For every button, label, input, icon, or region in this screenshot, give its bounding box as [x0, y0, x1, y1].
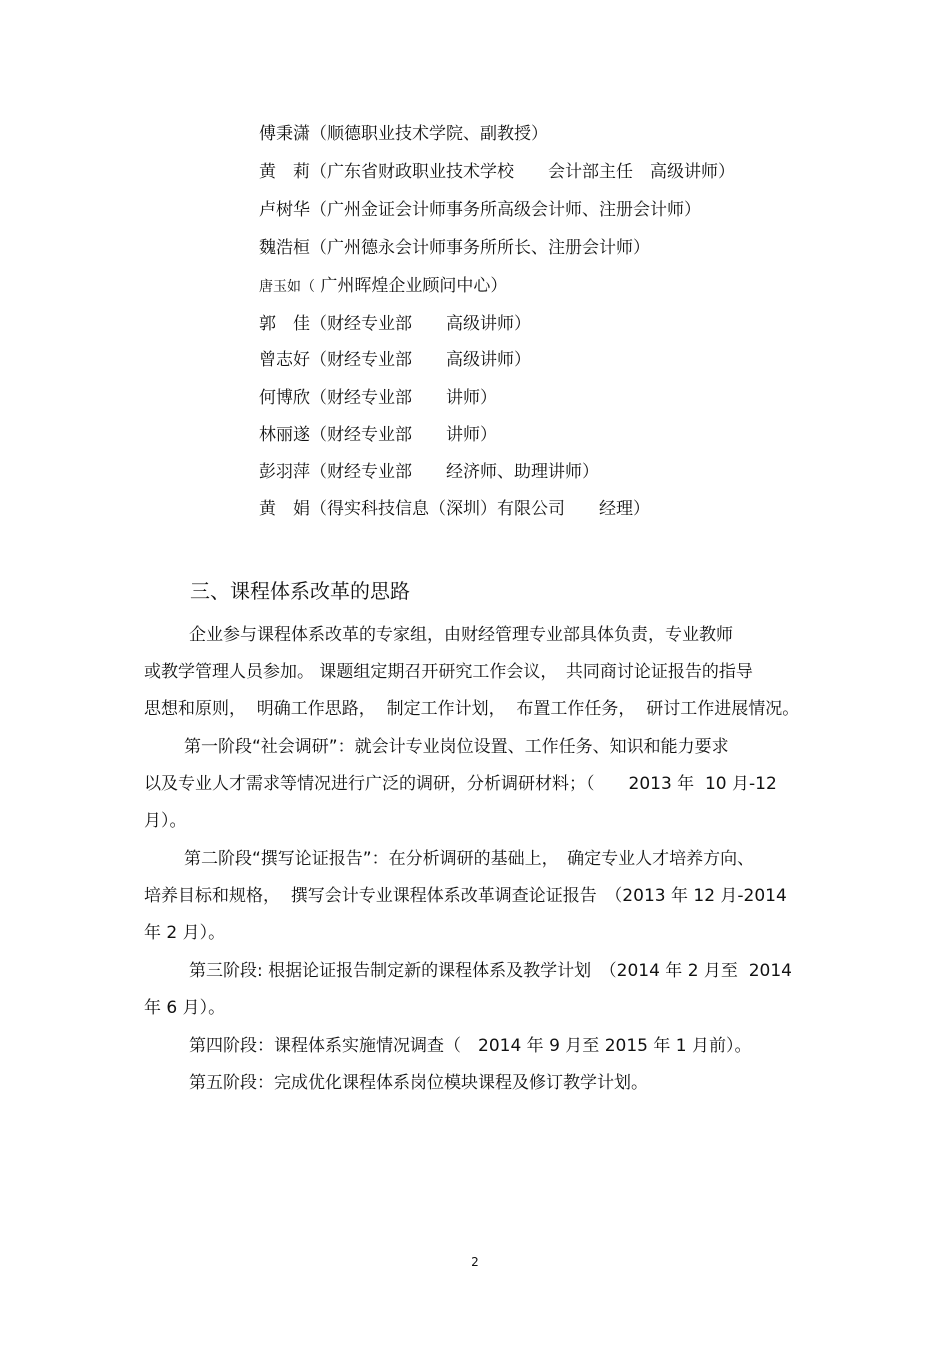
- member-line: 黄 莉（广东省财政职业技术学校 会计部主任 高级讲师）: [259, 162, 735, 182]
- member-line: 傅秉潇（顺德职业技术学院、副教授）: [259, 124, 548, 144]
- paragraph-line: 第五阶段：完成优化课程体系岗位模块课程及修订教学计划。: [189, 1073, 648, 1093]
- member-line: 彭羽萍（财经专业部 经济师、助理讲师）: [259, 462, 599, 482]
- member-name: 唐玉如（: [259, 279, 315, 295]
- member-line: 黄 娟（得实科技信息（深圳）有限公司 经理）: [259, 499, 650, 519]
- member-line: 林丽遂（财经专业部 讲师）: [259, 425, 497, 445]
- paragraph-line: 第一阶段“社会调研”：就会计专业岗位设置、工作任务、知识和能力要求: [184, 737, 729, 757]
- paragraph-line: 年 6 月）。: [144, 998, 226, 1018]
- paragraph-line: 年 2 月）。: [144, 923, 226, 943]
- paragraph-line: 或教学管理人员参加。 课题组定期召开研究工作会议， 共同商讨论证报告的指导: [144, 662, 753, 682]
- member-line: [259, 275, 507, 298]
- member-line: 曾志好（财经专业部 高级讲师）: [259, 350, 531, 370]
- section-heading: 三、课程体系改革的思路: [190, 579, 410, 603]
- paragraph-line: 企业参与课程体系改革的专家组，由财经管理专业部具体负责，专业教师: [189, 625, 733, 645]
- paragraph-line: 培养目标和规格， 撰写会计专业课程体系改革调查论证报告 （2013 年 12 月-2014: [144, 886, 787, 906]
- member-line: 魏浩桓（广州德永会计师事务所所长、注册会计师）: [259, 238, 650, 258]
- page-number: 2: [471, 1255, 479, 1269]
- paragraph-line: 月）。: [144, 811, 187, 831]
- paragraph-line: 思想和原则， 明确工作思路， 制定工作计划， 布置工作任务， 研讨工作进展情况。: [144, 699, 800, 719]
- paragraph-line: 第四阶段：课程体系实施情况调查（ 2014 年 9 月至 2015 年 1 月前）。: [189, 1036, 752, 1056]
- member-line: 郭 佳（财经专业部 高级讲师）: [259, 314, 531, 334]
- member-line: 何博欣（财经专业部 讲师）: [259, 388, 497, 408]
- member-affiliation: 广州晖煌企业顾问中心）: [315, 276, 508, 296]
- member-line: 卢树华（广州金证会计师事务所高级会计师、注册会计师）: [259, 200, 701, 220]
- paragraph-line: 以及专业人才需求等情况进行广泛的调研，分析调研材料；（ 2013 年 10 月-12: [144, 774, 777, 794]
- paragraph-line: 第三阶段: 根据论证报告制定新的课程体系及教学计划 （2014 年 2 月至 2014: [189, 961, 792, 981]
- paragraph-line: 第二阶段“撰写论证报告”：在分析调研的基础上， 确定专业人才培养方向、: [184, 849, 755, 869]
